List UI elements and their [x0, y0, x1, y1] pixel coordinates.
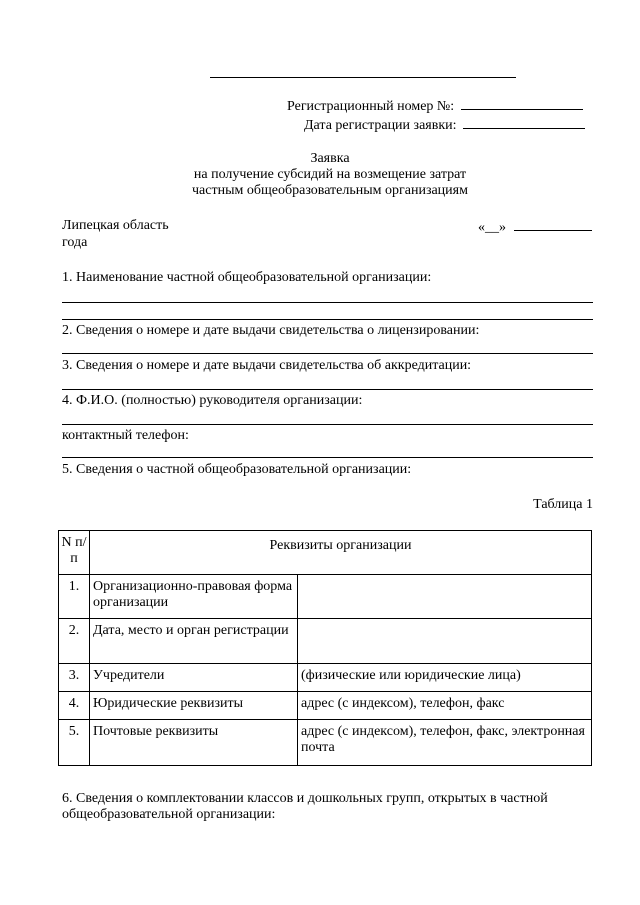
registration-number-field[interactable] [461, 97, 583, 110]
section-2-line[interactable] [62, 353, 593, 354]
date-month-blank[interactable] [514, 218, 592, 231]
title-line-3: частным общеобразовательным организациям [192, 183, 468, 198]
section-1-line-1[interactable] [62, 302, 593, 303]
row-num: 3. [59, 664, 90, 692]
row-num: 2. [59, 619, 90, 664]
table-row [59, 664, 592, 692]
table-row [59, 720, 592, 766]
section-6-label-line-1: 6. Сведения о комплектовании классов и дошкольных групп, открытых в частной [62, 791, 548, 806]
registration-date-field[interactable] [463, 116, 585, 129]
registration-date-row [304, 116, 585, 134]
title-line-2: на получение субсидий на возмещение затрат [193, 167, 467, 182]
section-4-line[interactable] [62, 424, 593, 425]
row-value[interactable]: адрес (с индексом), телефон, факс, электронная почта [298, 720, 592, 766]
section-2-label: 2. Сведения о номере и дате выдачи свидетельства о лицензировании: [62, 323, 480, 338]
row-num: 4. [59, 692, 90, 720]
table-header-row [59, 531, 592, 575]
table-row [59, 619, 592, 664]
section-3-line[interactable] [62, 389, 593, 390]
row-value[interactable]: (физические или юридические лица) [298, 664, 592, 692]
date-day-quote: «__» [478, 220, 506, 235]
title-line-1: Заявка [310, 151, 350, 166]
top-signature-line [210, 77, 516, 78]
year-word: года [62, 235, 88, 250]
region-label: Липецкая область [62, 218, 169, 233]
table-row [59, 692, 592, 720]
section-6-label-line-2: общеобразовательной организации: [62, 807, 276, 822]
row-value[interactable] [298, 575, 592, 619]
row-name: Дата, место и орган регистрации [90, 619, 298, 664]
registration-number-label: Регистрационный номер №: [287, 99, 455, 114]
row-num: 1. [59, 575, 90, 619]
contact-phone-line[interactable] [62, 457, 593, 458]
section-1-label: 1. Наименование частной общеобразовательной организации: [62, 270, 432, 285]
table-row [59, 575, 592, 619]
row-num: 5. [59, 720, 90, 766]
row-value[interactable]: адрес (с индексом), телефон, факс [298, 692, 592, 720]
row-name: Организационно-правовая форма организации [90, 575, 298, 619]
table-caption: Таблица 1 [533, 497, 593, 512]
contact-phone-label: контактный телефон: [62, 428, 189, 443]
registration-number-row [287, 97, 583, 115]
row-name: Учредители [90, 664, 298, 692]
row-name: Почтовые реквизиты [90, 720, 298, 766]
header-num: N п/п [59, 531, 90, 575]
date-field[interactable] [478, 218, 592, 236]
row-value[interactable] [298, 619, 592, 664]
header-title: Реквизиты организации [90, 531, 592, 575]
requisites-table [58, 530, 592, 766]
section-1-line-2[interactable] [62, 319, 593, 320]
section-3-label: 3. Сведения о номере и дате выдачи свидетельства об аккредитации: [62, 358, 472, 373]
registration-date-label: Дата регистрации заявки: [304, 118, 457, 133]
section-4-label: 4. Ф.И.О. (полностью) руководителя организации: [62, 393, 363, 408]
section-5-label: 5. Сведения о частной общеобразовательной организации: [62, 462, 412, 477]
row-name: Юридические реквизиты [90, 692, 298, 720]
